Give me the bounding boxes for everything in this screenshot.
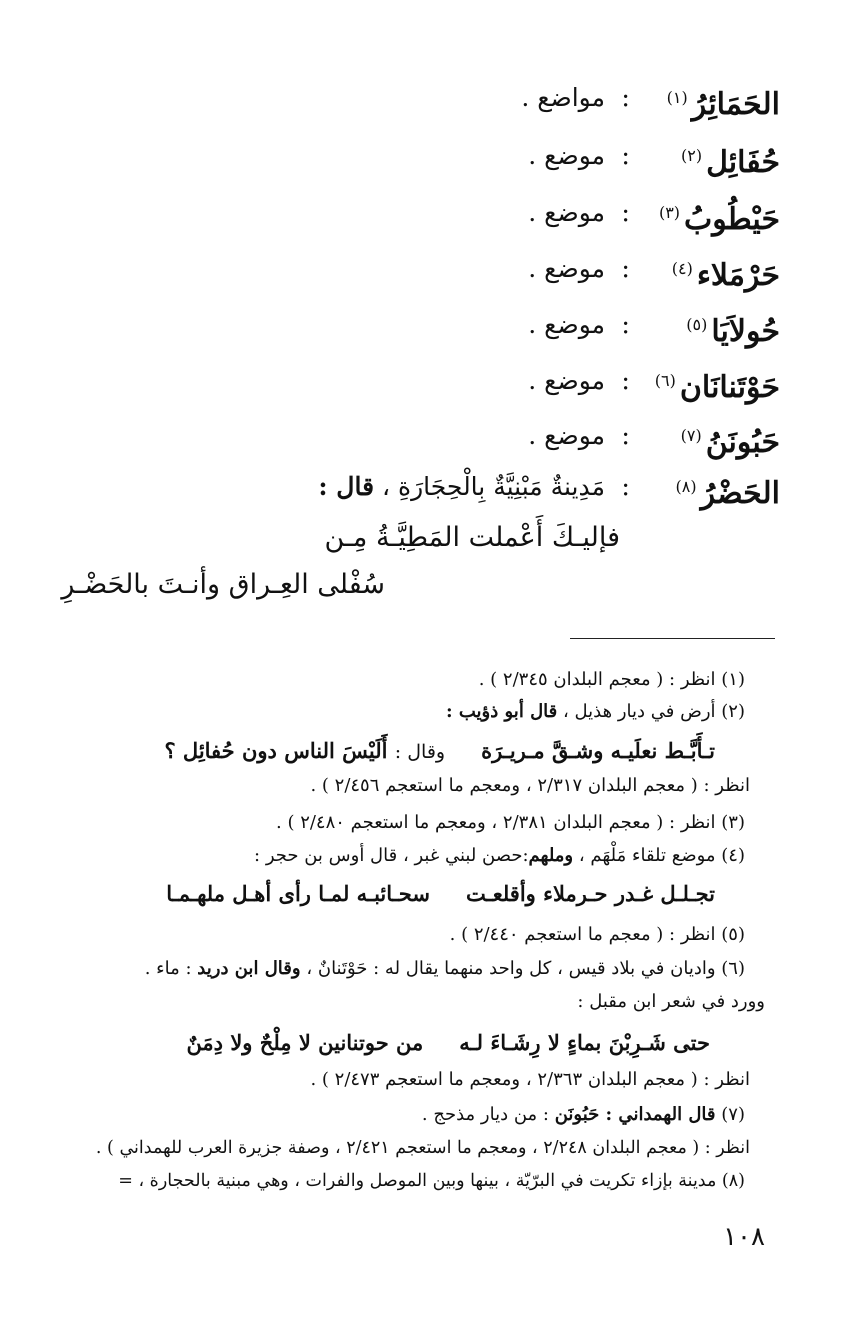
entry-hawtananan [330, 358, 780, 404]
entry-headword: حَوْتَنانَان$^{(٦)}$ [654, 370, 780, 405]
entry-headword: حَيْطُوبُ$^{(٣)}$ [658, 202, 780, 237]
verse-hemistich: حتى شَـرِبْنَ بماءٍ لا رِشَـاءَ لـه [459, 1030, 710, 1055]
qala-label: قال : [318, 472, 375, 501]
entry-definition: مَدِينةٌ مَبْنِيَّةٌ بِالْحِجَارَةِ ، قال : [318, 472, 605, 501]
entry-colon: : [621, 472, 630, 502]
entry-colon: : [621, 141, 630, 171]
footnote-ref: (٦) [654, 371, 676, 390]
entry-colon: : [621, 366, 630, 396]
footnote-text: :حصن لبني غبر ، قال أوس بن حجر : [254, 845, 529, 866]
entry-hamair [330, 75, 780, 121]
verse-hemistich: تجـلـل غـدر حـرملاء وأقلعـت [465, 881, 715, 906]
entry-definition: موضع . [528, 421, 605, 450]
footnote-text: (٤) موضع تلقاء مَلْهَم ، [578, 845, 745, 866]
entry-hadr [220, 464, 780, 510]
entry-definition: موضع . [528, 310, 605, 339]
entry-headword: حَرْمَلاء$^{(٤)}$ [671, 258, 780, 293]
footnote-text: : من ديار مذحج . [421, 1104, 549, 1125]
footnote-number: (٧) [721, 1104, 745, 1125]
footnote-ref: (٤) [671, 259, 693, 278]
footnote-bold-text: وقال ابن دريد [197, 958, 301, 979]
entry-hufail [330, 133, 780, 179]
footnote-bold-text: قال الهمداني : حَبُونَن [554, 1104, 716, 1125]
entry-habunan [330, 413, 780, 459]
footnote-ref: (٨) [675, 477, 697, 496]
entry-headword: الحَمَائِرُ$^{(١)}$ [666, 87, 780, 122]
footnote-ref: (١) [666, 88, 688, 107]
footnote-2-reference: انظر : ( معجم البلدان ٢/٣١٧ ، ومعجم ما استعجم ٢/٤٥٦ ) . [310, 775, 750, 796]
footnote-separator [570, 638, 775, 639]
verse-line-1: فإليـكَ أَعْملت المَطِيَّـةُ مِـن [324, 522, 620, 553]
entry-colon: : [621, 83, 630, 113]
footnote-2-verse [164, 733, 715, 769]
footnote-6 [145, 954, 745, 984]
footnote-1: (١) انظر : ( معجم البلدان ٢/٣٤٥ ) . [478, 669, 745, 690]
verse-hemistich: سحـائبـه لمـا رأى أهـل ملهـمـا [166, 881, 430, 906]
entry-definition: موضع . [528, 141, 605, 170]
verse-hemistich: تـأَبَّـط نعلَيـه وشـقَّ مـريـرَة [481, 738, 715, 763]
entry-colon: : [621, 198, 630, 228]
footnote-ref: (٧) [680, 426, 702, 445]
footnote-ref: (٢) [680, 146, 703, 165]
footnote-4 [254, 841, 745, 871]
footnote-bold-text: وملهم [528, 845, 574, 866]
entry-colon: : [621, 254, 630, 284]
entry-headword: حُولاَيَا$^{(٥)}$ [686, 314, 780, 349]
footnote-bold-text: قال أبو ذؤيب : [445, 701, 558, 722]
entry-harmala [330, 246, 780, 292]
footnote-8: (٨) مدينة بإزاء تكريت في البرّيّة ، بينها وبين الموصل والفرات ، وهي مبنية بالحجارة ، = [118, 1171, 745, 1191]
footnote-7-reference: انظر : ( معجم البلدان ٢/٢٤٨ ، ومعجم ما استعجم ٢/٤٢١ ، وصفة جزيرة العرب للهمداني ) . [95, 1138, 750, 1158]
footnote-6-continued: وورد في شعر ابن مقبل : [577, 991, 765, 1012]
entry-colon: : [621, 310, 630, 340]
footnote-3: (٣) انظر : ( معجم البلدان ٢/٣٨١ ، ومعجم ما استعجم ٢/٤٨٠ ) . [276, 812, 745, 833]
footnote-2 [446, 697, 745, 727]
entry-definition: موضع . [528, 366, 605, 395]
entry-haytub [330, 190, 780, 236]
verse-intro: وقال : [394, 741, 446, 763]
page-number: ١٠٨ [723, 1222, 765, 1252]
footnote-6-verse [186, 1025, 710, 1061]
entry-headword: الحَضْرُ$^{(٨)}$ [675, 476, 780, 511]
entry-definition: موضع . [528, 254, 605, 283]
footnote-text: (٦) واديان في بلاد قيس ، كل واحد منهما يقال له : حَوْتَنانٌ ، [306, 958, 745, 979]
verse-line-2: سُفْلى العِـراق وأنـتَ بالحَضْـرِ [61, 569, 385, 600]
footnote-4-verse [166, 876, 715, 912]
entry-definition: موضع . [528, 198, 605, 227]
entry-colon: : [621, 421, 630, 451]
footnote-5: (٥) انظر : ( معجم ما استعجم ٢/٤٤٠ ) . [449, 924, 745, 945]
footnote-ref: (٥) [686, 315, 708, 334]
footnote-6-reference: انظر : ( معجم البلدان ٢/٣٦٣ ، ومعجم ما استعجم ٢/٤٧٣ ) . [310, 1069, 750, 1090]
entry-definition: مواضع . [521, 83, 605, 112]
footnote-7 [422, 1100, 745, 1130]
footnote-text: : ماء . [144, 958, 192, 979]
entry-headword: حَبُونَنُ$^{(٧)}$ [680, 425, 780, 460]
entry-hulaya [330, 302, 780, 348]
footnote-text: (٢) أرض في ديار هذيل ، [563, 701, 745, 722]
footnote-ref: (٣) [658, 203, 681, 222]
verse-hemistich: أَلَيْسَ الناس دون حُفائِل ؟ [164, 738, 388, 763]
verse-hemistich: من حوتنانين لا مِلْحٌ ولا دِمَنٌ [186, 1030, 424, 1055]
entry-headword: حُفَائِل$^{(٢)}$ [680, 145, 780, 180]
